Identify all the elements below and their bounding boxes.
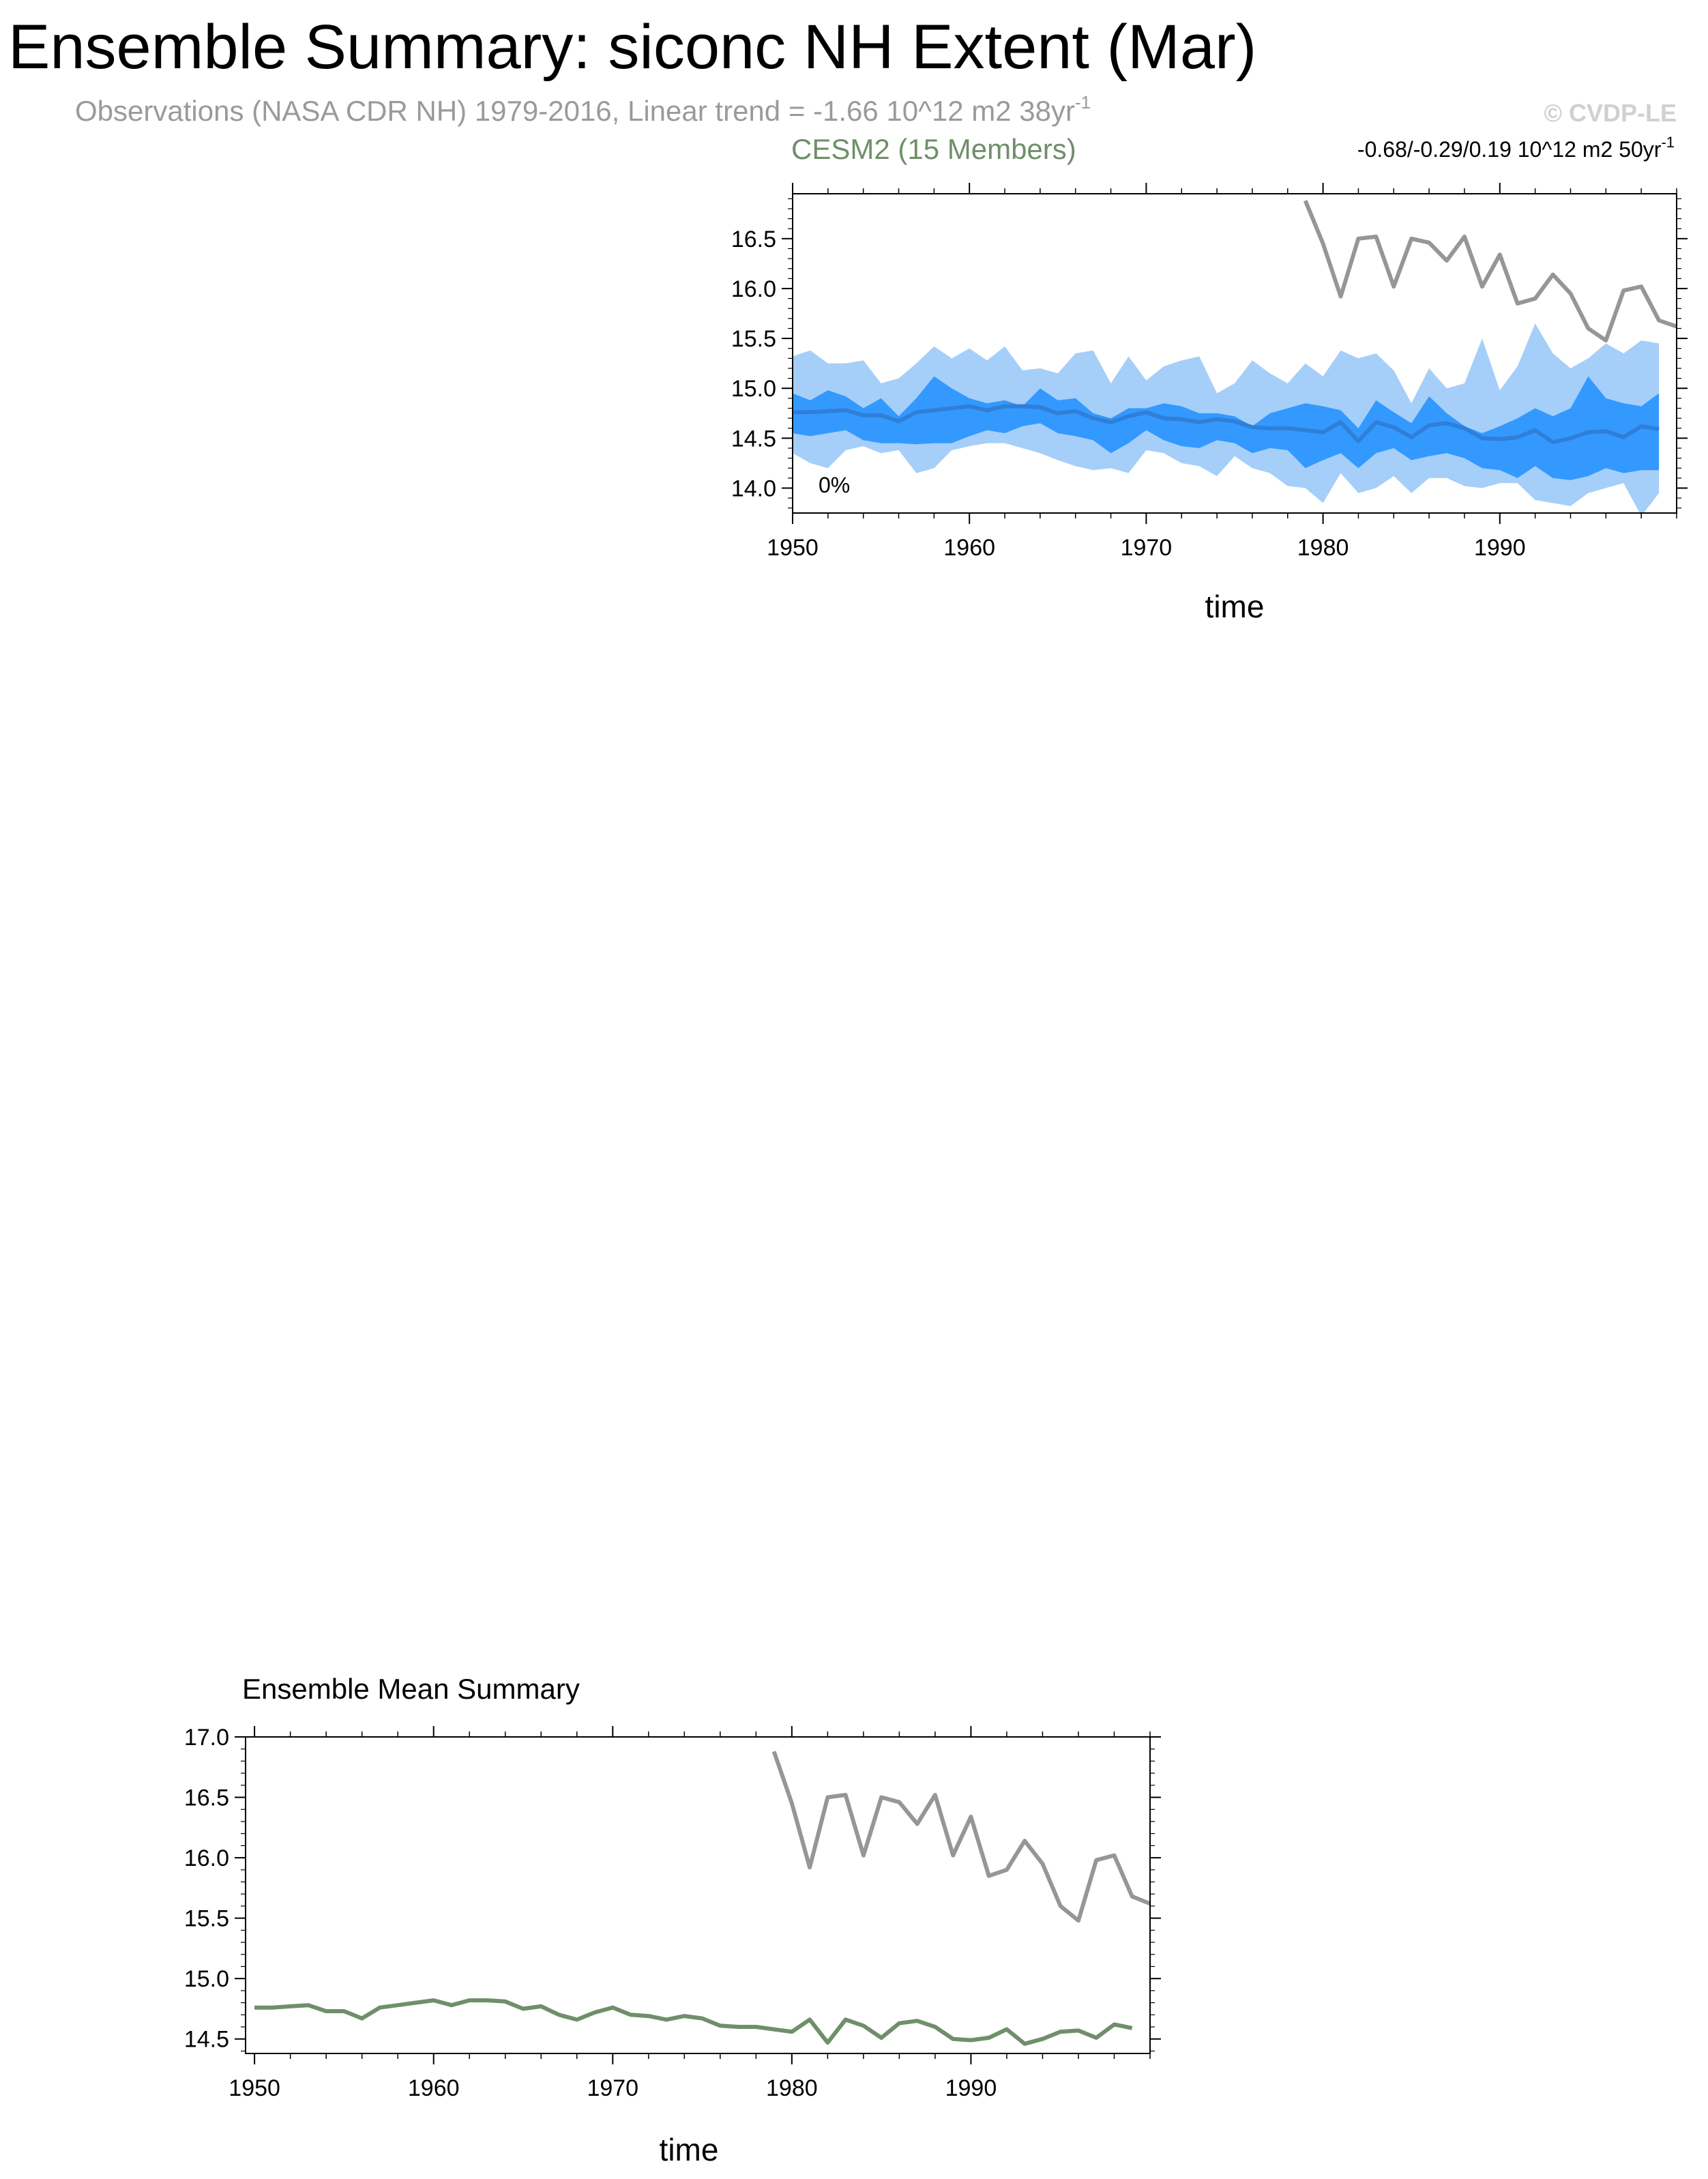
mean-xtick-label: 1980 bbox=[766, 2075, 818, 2101]
ensemble-xtick-label: 1990 bbox=[1473, 535, 1526, 561]
mean-ytick-label: 15.0 bbox=[183, 1966, 229, 1993]
ensemble-ytick-label: 15.5 bbox=[731, 326, 776, 353]
subtitle-sup: -1 bbox=[1074, 92, 1091, 113]
figure-subtitle bbox=[75, 92, 1091, 127]
mean-ytick-label: 16.0 bbox=[183, 1845, 229, 1872]
trend-stats-label bbox=[1357, 134, 1675, 162]
trend-stats-text: -0.68/-0.29/0.19 10^12 m2 50yr bbox=[1357, 137, 1662, 162]
ensemble-ytick-label: 16.0 bbox=[731, 276, 776, 302]
ensemble-x-axis-label: time bbox=[1205, 589, 1265, 624]
model-mean-line bbox=[254, 2000, 1132, 2044]
ensemble-xtick-label: 1980 bbox=[1297, 535, 1349, 561]
mean-ytick-label: 17.0 bbox=[183, 1725, 229, 1751]
observations-line bbox=[1306, 201, 1677, 340]
ensemble-mean-panel bbox=[184, 1673, 1161, 2167]
ensemble-xtick-label: 1950 bbox=[767, 535, 819, 561]
ensemble-ytick-label: 16.5 bbox=[731, 226, 776, 252]
mean-xtick-label: 1990 bbox=[945, 2075, 997, 2101]
percent-label: 0% bbox=[819, 473, 851, 497]
subtitle-text: Observations (NASA CDR NH) 1979-2016, Linear trend = -1.66 10^12 m2 38yr bbox=[75, 95, 1075, 127]
mean-x-axis-label: time bbox=[659, 2132, 719, 2167]
ensemble-ytick-label: 15.0 bbox=[731, 376, 776, 403]
mean-observations-line bbox=[774, 1751, 1150, 1920]
mean-panel-title: Ensemble Mean Summary bbox=[242, 1673, 580, 1705]
panel-title: CESM2 (15 Members) bbox=[791, 133, 1076, 165]
mean-xtick-label: 1950 bbox=[229, 2075, 280, 2101]
mean-xtick-label: 1970 bbox=[587, 2075, 639, 2101]
trend-stats-sup: -1 bbox=[1661, 134, 1675, 151]
ensemble-xtick-label: 1960 bbox=[943, 535, 996, 561]
figure-title: Ensemble Summary: siconc NH Extent (Mar) bbox=[8, 12, 1257, 82]
ensemble-plot-area bbox=[793, 201, 1677, 516]
ensemble-panel bbox=[731, 133, 1688, 624]
ensemble-ytick-label: 14.0 bbox=[731, 476, 776, 502]
mean-plot-area bbox=[254, 1751, 1150, 2044]
ensemble-ytick-label: 14.5 bbox=[731, 426, 776, 452]
mean-xtick-label: 1960 bbox=[407, 2075, 460, 2101]
mean-axes bbox=[184, 1725, 1161, 2101]
mean-ytick-label: 15.5 bbox=[183, 1905, 229, 1932]
watermark: © CVDP-LE bbox=[1544, 99, 1677, 127]
ensemble-xtick-label: 1970 bbox=[1120, 535, 1173, 561]
mean-ytick-label: 14.5 bbox=[183, 2026, 229, 2053]
mean-ytick-label: 16.5 bbox=[183, 1785, 229, 1811]
